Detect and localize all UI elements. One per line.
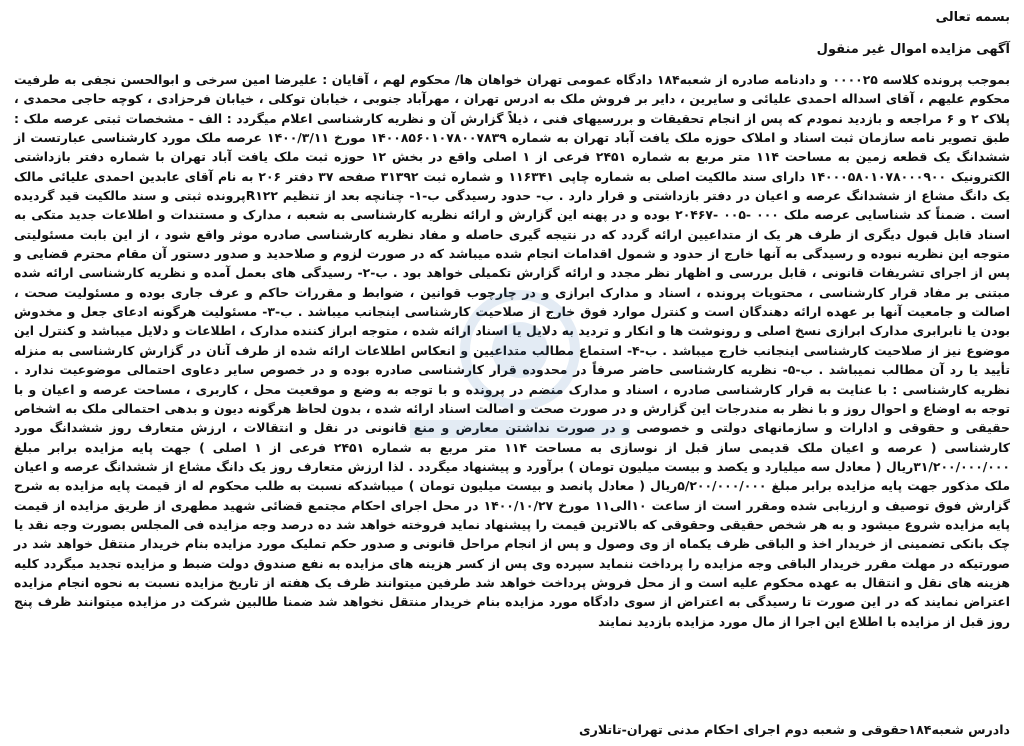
signature-line: دادرس شعبه۱۸۴حقوقی و شعبه دوم اجرای احکام مدنی تهران-تاتلاری — [579, 722, 1010, 737]
notice-body: بموجب پرونده کلاسه ۰۰۰۰۲۵ و دادنامه صادره از شعبه۱۸۴ دادگاه عمومی تهران خواهان ها/ محکوم لهم ، آقایان : علیرضا امین سرخی و ابوالحسن نجفی به طرفیت محکوم علیهم ، آقای اسداله احمدی علیائی و سایرین ، دایر بر فروش ملک به ادرس تهران ، مهرآباد جنوبی ، خیابان توکلی ، خیابان فرحزادی ، کوچه حاجی محمدی ، پلاک ۲ و ۶ مراجعه و بازدید نمودم که پس از انجام تحقیقات و بررسیهای فنی ، ذیلاً گزارش آن و نظریه کارشناسی اعلام میگردد : الف - مشخصات ثبتی عرصه ملک : طبق تصویر نامه سازمان ثبت اسناد و املاک حوزه ملک یافت آباد تهران به شماره ۱۴۰۰۸۵۶۰۱۰۷۸۰۰۷۸۳۹ مورخ ۱۴۰۰/۳/۱۱ عرصه ملک مورد کارشناسی عبارتست از ششدانگ یک قطعه زمین به مساحت ۱۱۴ متر مربع به شماره ۲۴۵۱ فرعی از ۱ اصلی واقع در بخش ۱۲ حوزه ثبت ملک یافت آباد تهران با شماره دفتر بازداشتی الکترونیک ۱۴۰۰۰۵۸۰۱۰۷۸۰۰۰۹۰۰ دارای سند مالکیت اصلی به شماره چاپی ۱۱۶۳۴۱ و شماره ثبت ۳۱۳۹۲ صفحه ۳۷ دفتر ۲۰۶ به نام آقای عابدین احمدی علیائی مالک یک دانگ مشاع از ششدانگ عرصه و اعیان در دفتر بازداشتی و قرار دارد . ب- حدود رسیدگی ب-۱- چنانچه بعد از تنظیم R۱۲۲پرونده ثبتی و سند مالکیت قید گردیده است . ضمناً کد شناسایی عرصه ملک ۰۰۰ -۰۰۵ -۲۰۴۶۷ بوده و در پهنه این گزارش و ارائه نظریه کارشناسی به شعبه ، مدارک و مستندات و اطلاعات جدید متکی به اسناد قابل قبول دیگری از طرف هر یک از متداعیین ارائه گردد که در نتیجه گیری حاصله و مفاد نظریه کارشناسی صادره موثر واقع شود ، از این بابت مسئولیتی متوجه این نظریه نبوده و رسیدگی به آنها خارج از حدود و شمول اقدامات انجام شده میباشد که در صورت لزوم و صلاحدید و صدور دستور آن مقام محترم قضایی و پس از اجرای تشریفات قانونی ، قابل بررسی و اظهار نظر مجدد و ارائه گزارش تکمیلی خواهد بود . ب-۲- رسیدگی های بعمل آمده و نظریه کارشناسی ارائه شده مبتنی بر مفاد قرار کارشناسی ، محتویات پرونده ، اسناد و مدارک ابرازی و در چارچوب قوانین ، ضوابط و مقررات حاکم و عرف جاری بوده و مسئولیت صحت ، اصالت و جامعیت آنها بر عهده ارائه دهندگان است و کنترل موارد فوق خارج از صلاحیت کارشناسی اینجانب میباشد . ب-۳- مسئولیت هرگونه ادعای جعل و مخدوش بودن یا نابرابری مدارک ابرازی نسخ اصلی و رونوشت ها و انکار و تردید به دلایل یا اسناد ارائه شده ، متوجه ابراز کننده مدارک ، اطلاعات و دلایل میباشد و کنترل این موضوع نیز از صلاحیت کارشناسی اینجانب خارج میباشد . ب-۴- استماع مطالب متداعیین و انعکاس اطلاعات ارائه شده از طرف آنان در گزارش کارشناسی به منزله تأیید یا رد آن مطالب نمیباشد . ب-۵- نظریه کارشناسی حاضر صرفاً در محدوده قرار کارشناسی صادره بوده و در خصوص سایر دعاوی احتمالی موضوعیت ندارد . نظریه کارشناسی : با عنایت به قرار کارشناسی صادره ، اسناد و مدارک منضم در پرونده و با توجه به وضع و موقعیت محل ، کاربری ، مساحت عرصه و اعیان و با توجه به اوضاع و احوال روز و با نظر به مندرجات این گزارش و در صورت صحت و اصالت اسناد ارائه شده ، بدون لحاظ هرگونه دیون و بدهی احتمالی ملک به اشخاص حقیقی و حقوقی و ادارات و سازمانهای دولتی و خصوصی و در صورت نداشتن معارض و منع قانونی در نقل و انتقالات ، ارزش متعارف روز ششدانگ مورد کارشناسی ( عرصه و اعیان ملک قدیمی ساز قبل از نوسازی به مساحت ۱۱۴ متر مربع به شماره ۲۴۵۱ فرعی از ۱ اصلی ) جهت پایه مزایده برابر مبلغ ۳۱/۲۰۰/۰۰۰/۰۰۰ریال ( معادل سه میلیارد و یکصد و بیست میلیون تومان ) برآورد و پیشنهاد میگردد . لذا ارزش متعارف روز یک دانگ مشاع از ششدانگ عرصه و اعیان ملک مذکور جهت پایه مزایده برابر مبلغ ۵/۲۰۰/۰۰۰/۰۰۰ریال ( معادل پانصد و بیست میلیون تومان ) میباشدکه نسبت به طلب محکوم له از قیمت پایه مزایده به شرح گزارش فوق توصیف و ارزیابی شده ومقرر است از ساعت ۱۰الی۱۱ مورخ ۱۴۰۰/۱۰/۲۷ در محل اجرای احکام مجتمع قضائی شهید مطهری از طریق مزایده از قیمت پایه مزایده شروع میشود و به هر شخص حقیقی وحقوقی که بالاترین قیمت را پیشنهاد نماید فروخته خواهد شد ده درصد وجه مزایده فی المجلس بصورت وجه نقد یا چک بانکی تضمینی از خریدار اخذ و الباقی ظرف یکماه از وی وصول و پس از انجام مراحل قانونی و صدور حکم تملیک مورد مزایده بنام خریدار منتقل خواهد شد در صورتیکه در مهلت مقرر خریدار الباقی وجه مزایده را پرداخت ننماید سپرده وی پس از کسر هزینه های مزایده به نفع صندوق دولت ضبط و مزایده تجدید میگردد کلیه هزینه های نقل و انتقال به عهده محکوم علیه است و از محل فروش پرداخت خواهد شد طرفین میتوانند ظرف یک هفته از تاریخ مزایده نسبت به نحوه انجام مزایده اعتراض نمایند که در این صورت تا رسیدگی به اعتراض از سوی دادگاه مورد مزایده بنام خریدار منتقل نخواهد شد ضمنا طالبین شرکت در مزایده میتوانند ظرف پنج روز قبل از مزایده با اطلاع این اجرا از مال مورد مزایده بازدید نمایند — [14, 72, 1011, 629]
bismillah-heading: بسمه تعالی — [935, 10, 1010, 25]
notice-title: آگهی مزایده اموال غیر منقول — [816, 42, 1010, 57]
